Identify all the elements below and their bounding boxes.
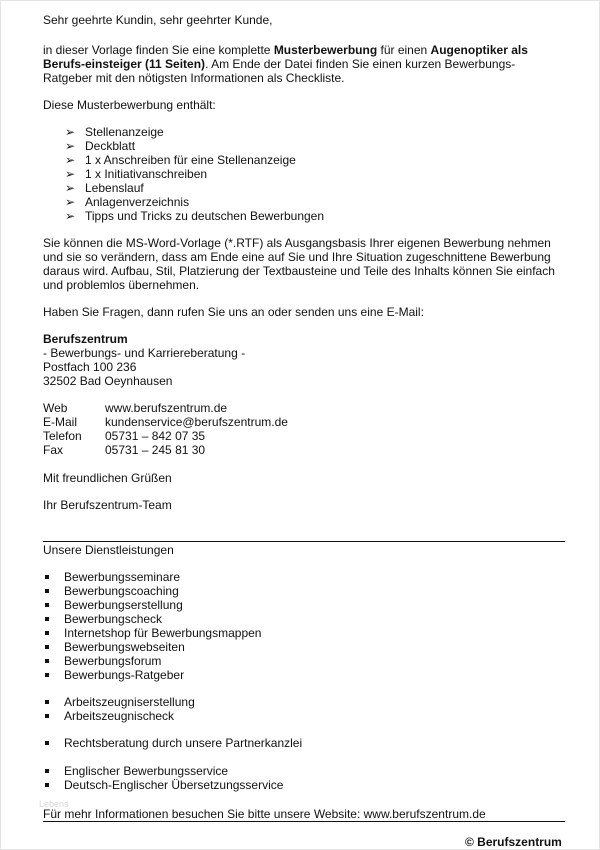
usage-line: Sie können die MS-Word-Vorlage (*.RTF) als Ausgangsbasis Ihrer eigenen Bewerbung nehmen [43, 236, 551, 250]
faint-watermark-text: Lebens [39, 799, 69, 809]
copyright: © Berufszentrum [465, 835, 562, 849]
contact-value[interactable]: kundenservice@berufszentrum.de [105, 415, 288, 429]
square-bullet-icon [45, 659, 49, 663]
services-list [43, 764, 283, 792]
square-bullet-icon [45, 700, 49, 704]
square-bullet-icon [45, 645, 49, 649]
service-item [43, 668, 261, 682]
intro-text: in dieser Vorlage finden Sie eine komplette [43, 43, 274, 57]
usage-line: und problemlos übernehmen. [43, 278, 200, 292]
contact-row [43, 429, 288, 443]
intro-bold-level: Berufs-einsteiger (11 Seiten) [43, 57, 206, 71]
contents-list-item [65, 167, 324, 181]
arrow-bullet-icon: ➢ [65, 181, 76, 195]
service-item [43, 584, 261, 598]
square-bullet-icon [45, 714, 49, 718]
service-item [43, 640, 261, 654]
service-label: Bewerbungsforum [64, 654, 162, 668]
service-label: Arbeitszeugniserstellung [64, 695, 195, 709]
contact-label: E-Mail [43, 415, 78, 429]
service-label: Bewerbungswebseiten [64, 640, 185, 654]
intro-text: Ratgeber mit den nötigsten Informationen als Checkliste. [43, 71, 345, 85]
contents-item-label: Stellenanzeige [85, 125, 164, 139]
more-info: Für mehr Informationen besuchen Sie bitte unsere Website: www.berufszentrum.de [43, 807, 486, 821]
arrow-bullet-icon: ➢ [65, 209, 76, 223]
square-bullet-icon [45, 769, 49, 773]
contact-block [43, 401, 288, 457]
company-name: Berufszentrum [43, 332, 128, 346]
service-label: Internetshop für Bewerbungsmappen [64, 626, 262, 640]
arrow-bullet-icon: ➢ [65, 195, 76, 209]
contact-row [43, 415, 288, 429]
service-label: Bewerbungs-Ratgeber [64, 668, 185, 682]
contact-value: 05731 – 842 07 35 [105, 429, 206, 443]
service-label: Bewerbungserstellung [64, 598, 183, 612]
contact-row [43, 443, 288, 457]
intro-bold-product: Musterbewerbung [273, 43, 378, 57]
service-item [43, 778, 283, 792]
contents-item-label: 1 x Initiativanschreiben [85, 167, 208, 181]
intro-paragraph [43, 43, 528, 85]
service-label: Arbeitszeugnischeck [64, 709, 175, 723]
greeting: Sehr geehrte Kundin, sehr geehrter Kunde, [43, 13, 273, 27]
contents-list-item [65, 139, 324, 153]
contact-label: Telefon [43, 429, 82, 443]
contact-label: Web [43, 401, 68, 415]
arrow-bullet-icon: ➢ [65, 153, 76, 167]
usage-line: daraus wird. Aufbau, Stil, Platzierung der Textbausteine und Teile des Inhalts können Sie einfach [43, 264, 555, 278]
square-bullet-icon [45, 783, 49, 787]
divider-top [43, 541, 565, 542]
service-item [43, 695, 195, 709]
arrow-bullet-icon: ➢ [65, 167, 76, 181]
questions-text: Haben Sie Fragen, dann rufen Sie uns an oder senden uns eine E-Mail: [43, 305, 424, 319]
arrow-bullet-icon: ➢ [65, 139, 76, 153]
contents-item-label: Lebenslauf [85, 181, 144, 195]
contact-value: 05731 – 245 81 30 [105, 443, 206, 457]
contact-row [43, 401, 288, 415]
divider-bottom [43, 821, 565, 822]
square-bullet-icon [45, 575, 49, 579]
services-list [43, 570, 261, 682]
square-bullet-icon [45, 589, 49, 593]
service-item [43, 570, 261, 584]
address-block [43, 332, 245, 388]
service-item [43, 654, 261, 668]
service-label: Englischer Bewerbungsservice [64, 764, 229, 778]
service-item [43, 598, 261, 612]
contains-heading: Diese Musterbewerbung enthält: [43, 98, 216, 112]
contents-list-item [65, 181, 324, 195]
services-list [43, 736, 302, 750]
service-item [43, 736, 302, 750]
service-label: Deutsch-Englischer Übersetzungsservice [64, 778, 284, 792]
contents-list-item [65, 153, 324, 167]
address-line: Postfach 100 236 [43, 360, 137, 374]
service-item [43, 612, 261, 626]
intro-bold-profession: Augenoptiker als [430, 43, 528, 57]
square-bullet-icon [45, 741, 49, 745]
contents-list-item [65, 195, 324, 209]
contents-list-item [65, 125, 324, 139]
service-label: Rechtsberatung durch unsere Partnerkanzlei [64, 736, 303, 750]
square-bullet-icon [45, 673, 49, 677]
address-line: - Bewerbungs- und Karriereberatung - [43, 346, 246, 360]
square-bullet-icon [45, 603, 49, 607]
intro-text: für einen [377, 43, 431, 57]
contact-value[interactable]: www.berufszentrum.de [105, 401, 228, 415]
arrow-bullet-icon: ➢ [65, 125, 76, 139]
address-line: 32502 Bad Oeynhausen [43, 374, 173, 388]
contents-item-label: Tipps und Tricks zu deutschen Bewerbungen [85, 209, 325, 223]
contents-list-item [65, 209, 324, 223]
usage-paragraph [43, 236, 555, 292]
service-label: Bewerbungscoaching [64, 584, 179, 598]
contact-label: Fax [43, 443, 64, 457]
signature: Ihr Berufszentrum-Team [43, 498, 172, 512]
contents-list [65, 125, 324, 223]
closing: Mit freundlichen Grüßen [43, 471, 172, 485]
intro-text: . Am Ende der Datei finden Sie einen kurzen Bewerbungs- [205, 57, 516, 71]
services-list [43, 695, 195, 723]
service-item [43, 764, 283, 778]
services-heading: Unsere Dienstleistungen [43, 543, 174, 557]
usage-line: und sie so verändern, dass am Ende eine auf Sie und Ihre Situation zugeschnittene Bewerbung [43, 250, 551, 264]
service-item [43, 709, 195, 723]
service-label: Bewerbungscheck [64, 612, 163, 626]
contents-item-label: Anlagenverzeichnis [85, 195, 190, 209]
square-bullet-icon [45, 617, 49, 621]
service-label: Bewerbungsseminare [64, 570, 181, 584]
square-bullet-icon [45, 631, 49, 635]
contents-item-label: Deckblatt [85, 139, 136, 153]
contents-item-label: 1 x Anschreiben für eine Stellenanzeige [85, 153, 296, 167]
service-item [43, 626, 261, 640]
